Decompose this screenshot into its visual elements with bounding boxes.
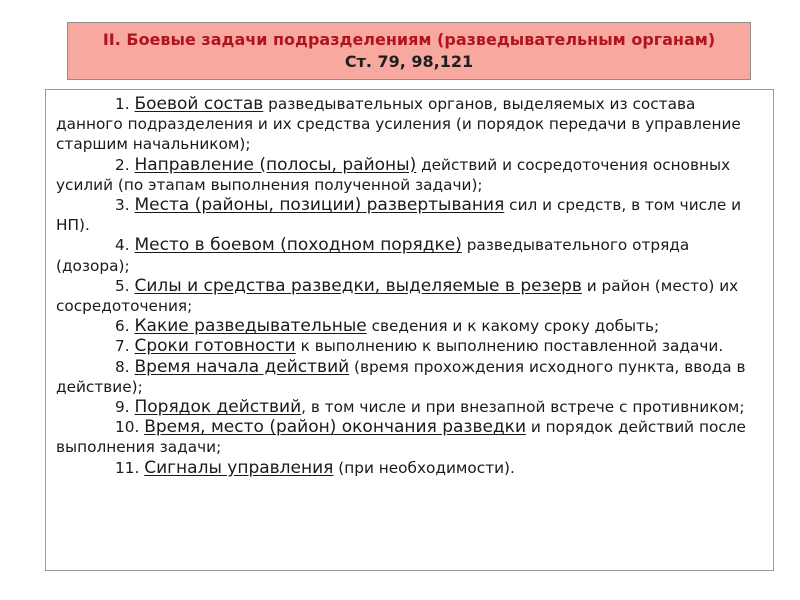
item-key-phrase: Направление (полосы, районы) [134, 154, 417, 175]
list-item [56, 94, 763, 155]
item-text: (при необходимости). [333, 458, 515, 477]
item-key-phrase: Сигналы управления [144, 457, 334, 478]
item-key-phrase: Силы и средства разведки, выделяемые в резерв [134, 275, 582, 296]
list-item [56, 195, 763, 235]
item-key-phrase: Время, место (район) окончания разведки [144, 417, 526, 438]
page-title [88, 29, 730, 73]
item-key-phrase: Какие разведывательные [134, 316, 367, 337]
item-number: 11. [115, 458, 140, 477]
item-number: 2. [115, 155, 130, 174]
tasks-list [45, 89, 774, 571]
item-text: разведывательных органов, выделяемых из состава данного подразделения и их средства усиления (и порядок передачи в управление старшим начальником); [56, 95, 741, 154]
item-text: и порядок действий после выполнения задачи; [56, 418, 746, 457]
item-text: сил и средств, в том числе и НП). [56, 196, 742, 235]
item-key-phrase: Порядок действий [134, 397, 302, 418]
item-number: 3. [115, 196, 130, 215]
list-item [56, 316, 763, 336]
item-key-phrase: Место в боевом (походном порядке) [134, 235, 462, 256]
list-item [56, 417, 763, 457]
list-item [56, 458, 763, 478]
item-number: 8. [115, 357, 130, 376]
item-number: 10. [115, 418, 140, 437]
list-item [56, 336, 763, 356]
list-item [56, 155, 763, 195]
item-number: 4. [115, 236, 130, 255]
title-reference: Ст. 79, 98,121 [344, 52, 474, 71]
item-key-phrase: Боевой состав [134, 94, 264, 114]
list-item [56, 235, 763, 275]
list-item [56, 357, 763, 397]
title-banner [67, 22, 751, 80]
item-number: 1. [115, 95, 130, 113]
item-key-phrase: Места (районы, позиции) развертывания [134, 195, 505, 216]
item-text: разведывательного отряда (дозора); [56, 236, 690, 275]
item-number: 7. [115, 337, 130, 356]
item-number: 9. [115, 398, 130, 417]
list-item [56, 397, 763, 417]
item-text: и район (место) их сосредоточения; [56, 276, 739, 316]
item-number: 5. [115, 276, 130, 295]
item-text: к выполнению к выполнению поставленной задачи. [295, 337, 724, 356]
item-key-phrase: Сроки готовности [134, 336, 296, 357]
item-text: , в том числе и при внезапной встрече с противником; [301, 398, 745, 417]
title-text: II. Боевые задачи подразделениям (разведывательным органам) [102, 30, 716, 49]
item-number: 6. [115, 317, 130, 336]
item-text: сведения и к какому сроку добыть; [366, 317, 660, 336]
item-key-phrase: Время начала действий [134, 356, 350, 377]
item-text: действий и сосредоточения основных усилий (по этапам выполнения полученной задачи); [56, 155, 731, 194]
list-item [56, 276, 763, 316]
item-text: (время прохождения исходного пункта, ввода в действие); [56, 357, 746, 396]
